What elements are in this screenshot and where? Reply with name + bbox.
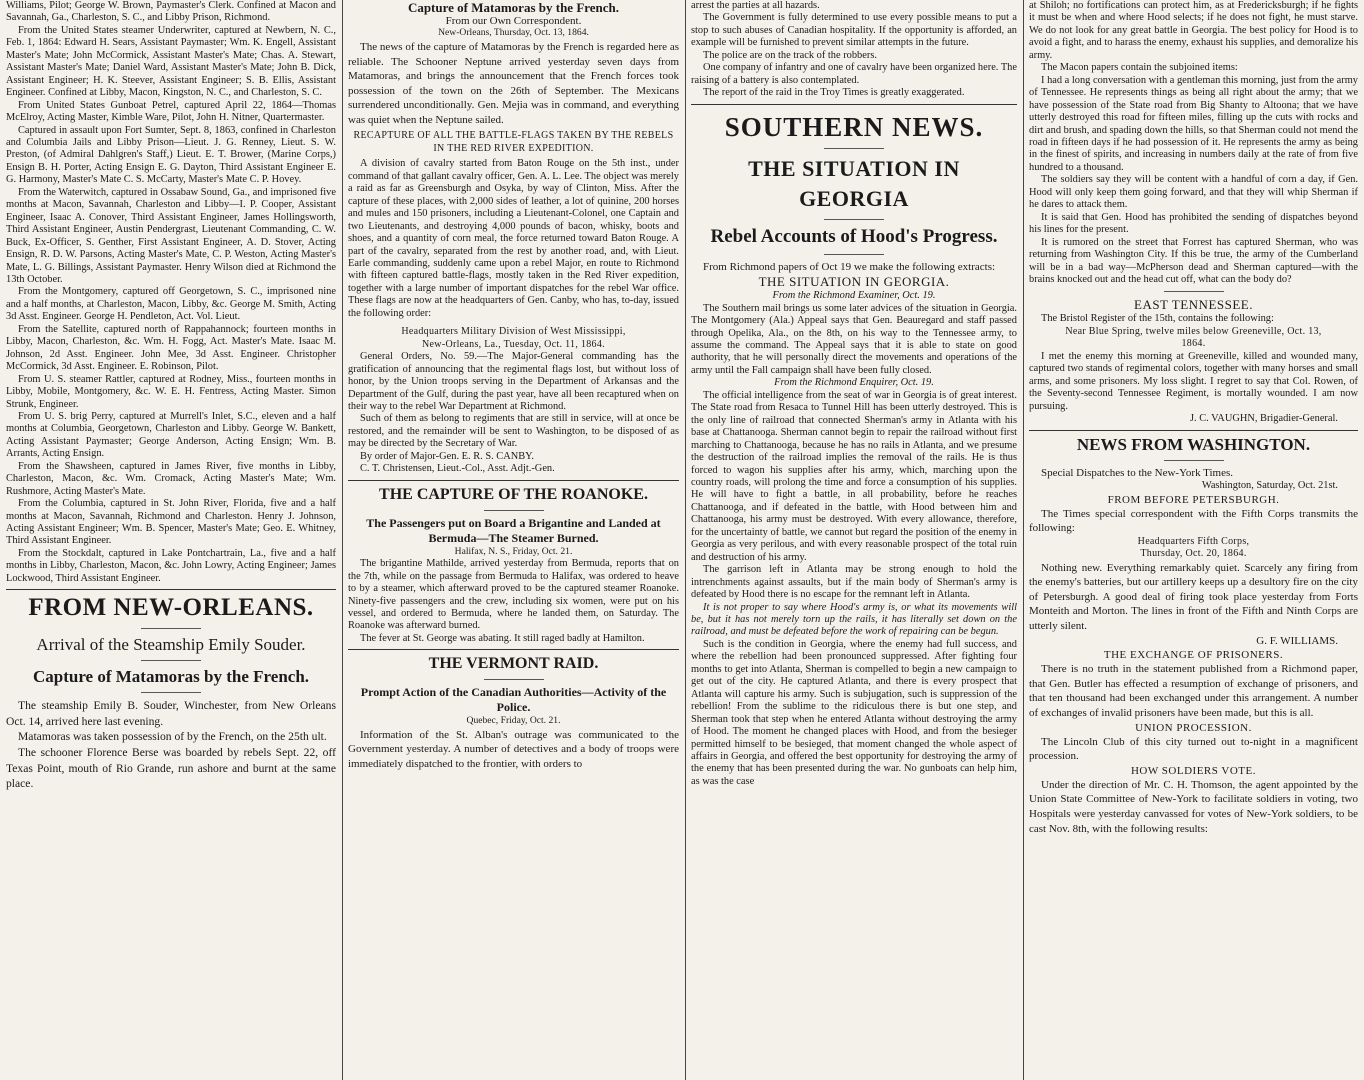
- headline: THE VERMONT RAID.: [428, 655, 599, 673]
- paragraph: The garrison left in Atlanta may be strong enough to hold the intrenchments against assaults, but if the main body of Sherman's army is defeated by Hood there is no escape for the remnant left in Atlanta.: [691, 564, 1017, 601]
- paragraph: The report of the raid in the Troy Times is greatly exaggerated.: [703, 87, 965, 99]
- short-rule: [141, 692, 201, 693]
- paragraph: Nothing new. Everything remarkably quiet. Scarcely any firing from the enemy's batteries, but our artillery keeps up a desultory fire on the city of Petersburgh. A good deal of firing took place yesterday from Forts Monteith and Morton. The lines in front of the Fifth and Ninth Corps are utterly silent.: [1029, 561, 1358, 633]
- dateline: New-Orleans, Thursday, Oct. 13, 1864.: [438, 27, 589, 39]
- source-line: From the Richmond Examiner, Oct. 19.: [772, 290, 936, 302]
- short-rule: [1164, 291, 1224, 292]
- column-4: [1023, 0, 1364, 1080]
- short-rule: [141, 628, 201, 629]
- paragraph: The Bristol Register of the 15th, contains the following:: [1041, 313, 1274, 325]
- signature: G. F. WILLIAMS.: [1256, 634, 1338, 647]
- subheadline: Rebel Accounts of Hood's Progress.: [710, 225, 998, 247]
- paragraph: From the Montgomery, captured off Georgetown, S. C., imprisoned nine and a half months, at Charleston, Macon, Libby, &c. George M. Smith, Acting 3d Asst. Engineer. George H. Pendleton, Act. Vol. Lieut.: [6, 286, 336, 323]
- paragraph: Williams, Pilot; George W. Brown, Paymaster's Clerk. Confined at Macon and Savannah, Ga., Charleston, S. C., and Libby Prison, Richmond.: [6, 0, 336, 24]
- paragraph: Special Dispatches to the New-York Times.: [1041, 466, 1233, 479]
- paragraph: arrest the parties at all hazards.: [691, 0, 820, 11]
- headquarters-line: Headquarters Fifth Corps,: [1137, 535, 1250, 547]
- section-heading: UNION PROCESSION.: [1135, 721, 1252, 734]
- short-rule: [1164, 460, 1224, 461]
- paragraph: The police are on the track of the robbers.: [703, 49, 877, 61]
- dateline: Washington, Saturday, Oct. 21st.: [1201, 480, 1338, 492]
- headline: THE SITUATION IN GEORGIA: [748, 155, 960, 211]
- paragraph: From U. S. brig Perry, captured at Murrell's Inlet, S.C., eleven and a half months at Columbia, Georgetown, Charleston and Libby. George W. Bankett, Acting Assistant Paymaster; George Anderson, Acting Ensign; Wm. B. Arrants, Acting Ensign.: [6, 410, 336, 460]
- dateline: Halifax, N. S., Friday, Oct. 21.: [454, 545, 573, 557]
- dateline: Quebec, Friday, Oct. 21.: [466, 715, 561, 727]
- paragraph: The Lincoln Club of this city turned out to-night in a magnificent procession.: [1029, 735, 1358, 763]
- headline: NEWS FROM WASHINGTON.: [1076, 434, 1311, 454]
- headline: THE CAPTURE OF THE ROANOKE.: [379, 485, 648, 503]
- paragraph: One company of infantry and one of cavalry have been organized here. The raising of a battery is also contemplated.: [691, 62, 1017, 86]
- paragraph: It is not proper to say where Hood's army is, or what its movements will be, but it has not merely torn up the rails, it has literally set down on the railroad, and must be defeated before the work of repairing can be begun.: [691, 601, 1017, 638]
- short-rule: [824, 148, 884, 149]
- section-heading: FROM BEFORE PETERSBURGH.: [1107, 493, 1280, 506]
- signature: By order of Major-Gen. E. R. S. CANBY.: [360, 450, 534, 462]
- paragraph: A division of cavalry started from Baton Rouge on the 5th inst., under command of that gallant cavalry officer, Gen. A. L. Lee. The object was merely a raid as far as Greensburgh and Osyka, by way of Clinton, Miss. After the capture of these places, with 2,000 sides of leather, a lot of quinine, 200 horses and mules and 150 prisoners, including a Lieutenant-Colonel, one Captain and two Lieutenants, and destroying 4,000 pounds of bacon, whisky, boots and shoes, and a quantity of corn meal, the force returned toward Baton Rouge. A part of the cavalry, separated from the rest by another road, and, with Lieut. Earle commanding, suddenly came upon a rebel Major, en route to Richmond with fifteen captured battle-flags, mostly taken in the Red River expedition, together with a large number of important dispatches for the rebel War office. These flags are now at the headquarters of Gen. Canby, who has, to-day, issued the following order:: [348, 158, 679, 319]
- headline: SOUTHERN NEWS.: [724, 111, 984, 142]
- paragraph: It is said that Gen. Hood has prohibited the sending of dispatches beyond his lines for the present.: [1029, 211, 1358, 236]
- headquarters-line: New-Orleans, La., Tuesday, Oct. 11, 1864.: [422, 338, 605, 350]
- paragraph: The brigantine Mathilde, arrived yesterday from Bermuda, reports that on the 7th, while on the passage from Bermuda to Halifax, was ordered to heave to by a steamer, which afterward proved to be the captured steamer Roanoke. Ninety-five passengers and the crew, including six women, were put on his vessel, and ordered to Bermuda, where he landed them, on Saturday. The Roanoke was afterward burned.: [348, 558, 679, 632]
- paragraph: The Southern mail brings us some later advices of the situation in Georgia. The Montgomery (Ala.) Appeal says that Gen. Beauregard and staff passed through Opelika, Ala., on the 8th, on his way to the Tennessee army, to assume the command. The Appeal says that it is able to state on good authority, that he will personally direct the movements and operations of the army until the Fall campaign shall have been fully closed.: [691, 302, 1017, 376]
- byline: From our Own Correspondent.: [445, 15, 582, 27]
- section-heading: RECAPTURE OF ALL THE BATTLE-FLAGS TAKEN BY THE REBELS IN THE RED RIVER EXPEDITION.: [353, 130, 674, 154]
- paragraph: The Times special correspondent with the Fifth Corps transmits the following:: [1029, 507, 1358, 535]
- paragraph: From U. S. steamer Rattler, captured at Rodney, Miss., fourteen months in Libby, Mobile, Montgomery, &c. W. E. H. Fentress, Acting Master. Simon Strunk, Engineer.: [6, 373, 336, 410]
- paragraph: From the Stockdalt, captured in Lake Pontchartrain, La., five and a half months in Libby, Charleston, Macon, &c. John Lowry, Acting Engineer; James Lockwood, Third Assistant Engineer.: [6, 547, 336, 584]
- column-3: [685, 0, 1023, 1080]
- section-heading: THE EXCHANGE OF PRISONERS.: [1103, 649, 1284, 662]
- paragraph: From United States Gunboat Petrel, captured April 22, 1864—Thomas McElroy, Acting Master, Kimble Ware, Pilot, John H. Nitner, Quartermaster.: [6, 99, 336, 124]
- rule: [348, 480, 679, 481]
- paragraph: From the Satellite, captured north of Rappahannock; fourteen months in Libby, Macon, Charleston, &c. Wm. H. Fogg, Act. Master's Mate. Isaac M. Johnson, 2d Asst. Engineer. John Mee, 3d Asst. Engineer. Christopher McCormick, 3d Asst. Engineer. E. Robinson, Pilot.: [6, 323, 336, 373]
- paragraph: From the Columbia, captured in St. John River, Florida, five and a half months at Macon, Savannah, Richmond and Charleston. Henry J. Johnson, Acting Assistant Engineer; Wm. B. Spencer, Master's Mate; Geo. E. Whitney, Third Assistant Engineer.: [6, 498, 336, 547]
- short-rule: [141, 660, 201, 661]
- headquarters-line: Near Blue Spring, twelve miles below Greeneville, Oct. 13, 1864.: [1065, 325, 1322, 350]
- paragraph: I had a long conversation with a gentleman this morning, just from the army of Tennessee. He represents things as being all right about the army; that we have possession of the State road from Big Shanty to Altoona; that we have utterly destroyed this road for fifteen miles, filling up the cuts with rocks and dirt and brush, and spading down the hills, so that Sherman could not mend the road in fifteen days if he had possession of it. He represents the army as being in the finest of spirits, and increasing in numbers daily at the rate of from five hundred to a thousand.: [1029, 74, 1358, 173]
- headquarters-line: Thursday, Oct. 20, 1864.: [1140, 548, 1247, 560]
- headline: FROM NEW-ORLEANS.: [28, 594, 314, 622]
- signature: C. T. Christensen, Lieut.-Col., Asst. Adjt.-Gen.: [360, 463, 555, 475]
- paragraph: The Macon papers contain the subjoined items:: [1041, 62, 1238, 74]
- subheadline: The Passengers put on Board a Brigantine and Landed at Bermuda—The Steamer Burned.: [366, 515, 661, 545]
- paragraph: The fever at St. George was abating. It still raged badly at Hamilton.: [360, 632, 645, 644]
- rule: [348, 649, 679, 650]
- paragraph: Captured in assault upon Fort Sumter, Sept. 8, 1863, confined in Charleston and Columbia Jails and Libby Prison—Lieut. J. G. Renney, Lieut. S. W. Preston, (of Admiral Dahlgren's Staff,) Lieut. E. T. Brower, (Marine Corps,) Ensign B. H. Porter, Acting Ensign E. G. Dayton, Third Assistant Engineer E. G. Harmony, Master's Mate C. S. McCarty, Master's Mate C. P. Hovey.: [6, 124, 336, 186]
- paragraph: Under the direction of Mr. C. H. Thomson, the agent appointed by the Union State Committee of New-York to facilitate soldiers in voting, two Hospitals were yesterday canvassed for votes of New-York soldiers, to be cast Nov. 8th, with the following results:: [1029, 778, 1358, 835]
- paragraph: Such is the condition in Georgia, where the enemy had full success, and where the rebellion had been pronounced suppressed. After fighting four months to get into Atlanta, Sherman is compelled to begin a new campaign to get out of the city. He captured Atlanta, and there is every prospect that Atlanta will capture his army. Such is subjugation, such is suppression of the rebellion! From the sublime to the ridiculous there is but one step, and Sherman took that step when he entered Atlanta without destroying the army of Hood. The moment he changed places with Hood, and from the besieger permitted himself to be besieged, that moment changed the whole aspect of affairs in Georgia, and offered the best opportunity for destroying the army of the enemy that has been presented during the war. No gunboats can help him, as was the case: [691, 638, 1017, 787]
- paragraph: General Orders, No. 59.—The Major-General commanding has the gratification of announcing that the regimental flags lost, but without loss of honor, by the Union troops serving in the Department of Arkansas and the Department of the Gulf, during the past year, have all been recaptured when on their way to the rebel War Department at Richmond.: [348, 351, 679, 412]
- rule: [1029, 430, 1358, 431]
- paragraph: It is rumored on the street that Forrest has captured Sherman, who was returning from Washington City. If this be true, the army of the Cumberland will be in a bad way—McPherson dead and Sherman captured—with the brains knocked out and the head cut off, what can the body do?: [1029, 236, 1358, 285]
- paragraph: at Shiloh; no fortifications can protect him, as at Fredericksburgh; if he fights it must be when and where Hood selects; if he does not fight, he must starve. We do not look for any great battle in Georgia. The best policy for Hood is to avoid a fight, and to harass the enemy, exhaust his supplies, and demoralize his army.: [1029, 0, 1358, 61]
- paragraph: Information of the St. Alban's outrage was communicated to the Government yesterday. A number of detectives and a body of troops were immediately dispatched to the frontier, with orders to: [348, 728, 679, 770]
- rule: [691, 104, 1017, 105]
- paragraph: Matamoras was taken possession of by the French, on the 25th ult.: [18, 730, 327, 744]
- paragraph: The steamship Emily B. Souder, Winchester, from New Orleans Oct. 14, arrived here last evening.: [6, 699, 336, 728]
- paragraph: The news of the capture of Matamoras by the French is regarded here as reliable. The Schooner Neptune arrived yesterday seven days from Matamoras, and brings the announcement that the French forces took possession of the town on the 26th of September. The Mexicans surrendered unconditionally. Gen. Mejia was in command, and everything was quiet when the Neptune sailed.: [348, 40, 679, 126]
- short-rule: [484, 679, 544, 680]
- paragraph: From the Shawsheen, captured in James River, five months in Libby, Charleston, Macon, &c. Wm. Cromack, Acting Master's Mate; Wm. Rushmore, Acting Master's Mate.: [6, 460, 336, 497]
- subheadline: Capture of Matamoras by the French.: [32, 667, 310, 687]
- paragraph: The soldiers say they will be content with a handful of corn a day, if Gen. Hood will only keep them going forward, and that they will whip Sherman if he dares to attack them.: [1029, 174, 1358, 211]
- paragraph: I met the enemy this morning at Greeneville, killed and wounded many, captured two stands of regimental colors, together with many horses and small arms, and some prisoners. My loss slight. I regret to say that Col. Rowen, of the Seventy-second Tennessee Regiment, is mortally wounded. I am now pursuing.: [1029, 350, 1358, 412]
- paragraph: The Government is fully determined to use every possible means to put a stop to such abuses of Canadian hospitality. If the opportunity is afforded, an example will be furnished to prevent similar attempts in the future.: [691, 12, 1017, 49]
- section-heading: HOW SOLDIERS VOTE.: [1130, 764, 1256, 777]
- section-heading: THE SITUATION IN GEORGIA.: [758, 274, 950, 290]
- column-1: [0, 0, 342, 1080]
- short-rule: [484, 510, 544, 511]
- signature: J. C. VAUGHN, Brigadier-General.: [1189, 413, 1338, 425]
- paragraph: From the United States steamer Underwriter, captured at Newbern, N. C., Feb. 1, 1864: Edward H. Sears, Assistant Paymaster; Wm. K. Engell, Assistant Master's Mate; John McCormick, Assistant Master's Mate; Chas. A. Stewart, Assistant Master's Mate; Daniel Ward, Assistant Master's Mate; John B. Dick, Assistant Engineer; H. K. Steever, Assistant Engineer; S. B. Ellis, Assistant Engineer. Confined at Libby, Macon, Kingston, N. C., and Charleston, S. C.: [6, 24, 336, 99]
- source-line: From the Richmond Enquirer, Oct. 19.: [774, 377, 934, 389]
- paragraph: The official intelligence from the seat of war in Georgia is of great interest. The State road from Resaca to Tunnel Hill has been utterly destroyed. This is the only line of railroad that connected Sherman's army in Atlanta with his base at Chattanooga. Sherman cannot begin to repair the railroad without first marching to Chattanooga, because he has no rails in Atlanta, and we presume the destruction of the railroad implies the removal of the rails. He is thus forced to wagon his supplies after his army, which, marching upon the country roads, will prolong the time and force a consumption of his supplies. He will have to fight a battle, in all probability, before he reaches Chattanooga, and if defeated in the battle, with Hood between him and Chattanooga, his army must be destroyed. With every allowance, therefore, for the uncertainty of battle, we cannot but regard the position of the enemy in Georgia as very perilous, and with every reasonable prospect of the total ruin and destruction of his army.: [691, 389, 1017, 563]
- subheadline: Prompt Action of the Canadian Authorities—Activity of the Police.: [360, 685, 667, 715]
- rule: [6, 589, 336, 590]
- section-heading: EAST TENNESSEE.: [1134, 297, 1253, 313]
- paragraph: The schooner Florence Berse was boarded by rebels Sept. 22, off Texas Point, mouth of Rio Grande, run ashore and burnt at the same place.: [6, 746, 336, 791]
- column-2: [342, 0, 685, 1080]
- subheadline: Arrival of the Steamship Emily Souder.: [36, 635, 306, 655]
- headline: Capture of Matamoras by the French.: [407, 0, 620, 15]
- headquarters-line: Headquarters Military Division of West Mississippi,: [401, 326, 626, 338]
- short-rule: [824, 254, 884, 255]
- paragraph: There is no truth in the statement published from a Richmond paper, that Gen. Butler has effected a resumption of exchange of prisoners, and that ten thousand had been exchanged under this arrangement. A number of exchanges of invalid prisoners have been made, but this is all.: [1029, 663, 1358, 719]
- paragraph: From Richmond papers of Oct 19 we make the following extracts:: [703, 260, 996, 273]
- paragraph: From the Waterwitch, captured in Ossabaw Sound, Ga., and imprisoned five months at Macon, Savannah, Charleston and Libby—I. P. Cooper, Assistant Engineer, Isaac A. Conover, Third Assistant Engineer, James Hollingsworth, Third Assistant Engineer, Austin Pendergrast, Lieutenant Commanding, C. W. Buck, Ex-Officer, S. Genther, First Assistant Engineer, A. D. Stover, Acting Ensign, R. D. W. Parsons, Acting Master's Mate, C. P. Weston, Acting Master's Mate, L. G. Billings, Assistant Paymaster. Henry Wilson died at Richmond the 13th October.: [6, 186, 336, 285]
- paragraph: Such of them as belong to regiments that are still in service, will at once be restored, and the remainder will be sent to Washington, to be disposed of as may be directed by the Secretary of War.: [348, 413, 679, 450]
- short-rule: [824, 219, 884, 220]
